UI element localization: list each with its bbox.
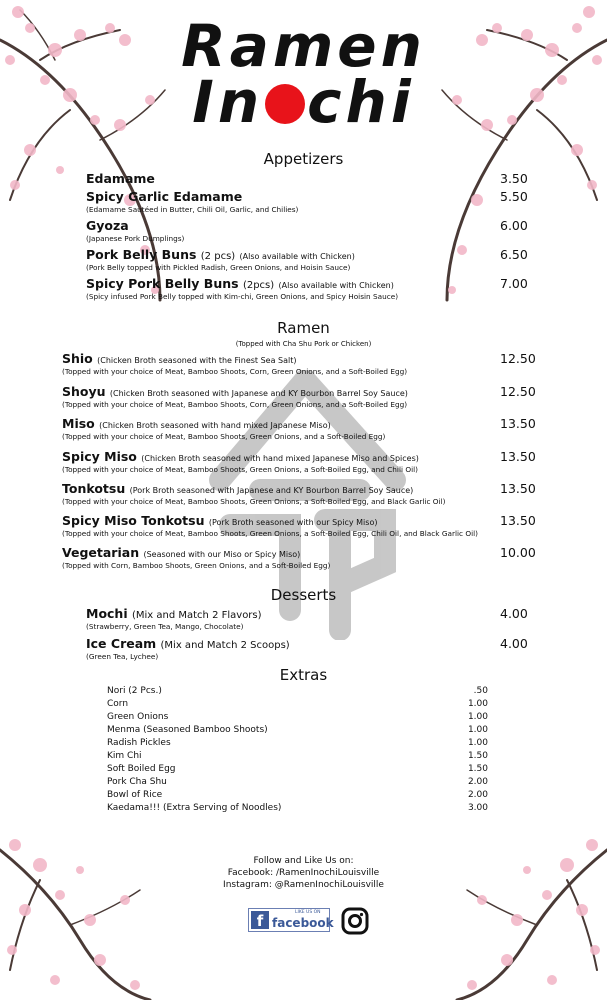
extra-price: 3.00 (467, 803, 488, 813)
facebook-like-badge[interactable] (248, 908, 334, 932)
extra-price: 1.00 (467, 699, 488, 709)
menu-item-tonkotsu: Tonkotsu (Pork Broth seasoned with Japanese and KY Bourbon Barrel Soy Sauce) (Topped with your choice of Meat, Bamboo Shoots, Green Onions, a Soft-Boiled Egg, and Black Garlic Oil) (62, 481, 446, 506)
menu-item-ice-cream: Ice Cream (Mix and Match 2 Scoops) (Green Tea, Lychee) (86, 636, 290, 661)
red-sun-dot-icon (265, 84, 305, 124)
extra-name: Corn (107, 699, 129, 709)
menu-item-gyoza: Gyoza (Japanese Pork Dumplings) (86, 218, 185, 243)
menu-item-mochi: Mochi (Mix and Match 2 Flavors) (Strawberry, Green Tea, Mango, Chocolate) (86, 606, 262, 631)
ramen-heading: Ramen (277, 319, 330, 337)
menu-item-spicy-miso: Spicy Miso (Chicken Broth seasoned with hand mixed Japanese Miso and Spices) (Topped with your choice of Meat, Bamboo Shoots, Green Onions, a Soft-Boiled Egg, and Chili Oil) (62, 449, 419, 474)
follow-us-text: Follow and Like Us on: (253, 856, 354, 866)
extra-name: Radish Pickles (107, 738, 171, 748)
menu-item-miso: Miso (Chicken Broth seasoned with hand mixed Japanese Miso) (Topped with your choice of Meat, Bamboo Shoots, Green Onions, and a Soft-Boiled Egg) (62, 416, 386, 441)
extra-name: Bowl of Rice (107, 790, 163, 800)
extra-name: Menma (Seasoned Bamboo Shoots) (107, 725, 268, 735)
restaurant-logo (0, 12, 607, 136)
extras-heading: Extras (279, 666, 328, 684)
menu-item-spicy-pork-belly-buns: Spicy Pork Belly Buns (2pcs) (Also available with Chicken) (Spicy infused Pork Belly topped with Kim-chi, Green Onions, and Spicy Hoisin Sauce) (86, 276, 399, 301)
menu-item-vegetarian: Vegetarian (Seasoned with our Miso or Spicy Miso) (Topped with Corn, Bamboo Shoots, Green Onions, and a Soft-Boiled Egg) (62, 545, 331, 570)
price-miso: 13.50 (500, 416, 536, 431)
menu-item-pork-belly-buns: Pork Belly Buns (2 pcs) (Also available with Chicken) (Pork Belly topped with Pickled Radish, Green Onions, and Hoisin Sauce) (86, 247, 355, 272)
price-ice-cream: 4.00 (500, 636, 528, 651)
extra-name: Nori (2 Pcs.) (107, 686, 162, 696)
menu-item-edamame: Edamame (86, 171, 155, 186)
menu-item-shoyu: Shoyu (Chicken Broth seasoned with Japanese and KY Bourbon Barrel Soy Sauce) (Topped with your choice of Meat, Bamboo Shoots, Corn, Green Onions, and a Soft-Boiled Egg) (62, 384, 408, 409)
logo-line-2-start: In (192, 68, 264, 136)
extra-price: 1.00 (467, 725, 488, 735)
extra-price: .50 (473, 686, 488, 696)
extra-price: 1.50 (467, 751, 488, 761)
facebook-f-icon: f (251, 911, 269, 929)
price-shio: 12.50 (500, 351, 536, 366)
price-spicy-miso: 13.50 (500, 449, 536, 464)
price-gyoza: 6.00 (500, 218, 528, 233)
appetizers-heading: Appetizers (263, 150, 344, 168)
price-pork-belly-buns: 6.50 (500, 247, 528, 262)
price-spicy-garlic-edamame: 5.50 (500, 189, 528, 204)
facebook-handle[interactable]: Facebook: /RamenInochiLouisville (227, 868, 380, 878)
extra-price: 2.00 (467, 790, 488, 800)
price-vegetarian: 10.00 (500, 545, 536, 560)
extra-name: Kim Chi (107, 751, 142, 761)
price-mochi: 4.00 (500, 606, 528, 621)
like-us-on-text: LIKE US ON (295, 910, 321, 915)
price-shoyu: 12.50 (500, 384, 536, 399)
menu-item-shio: Shio (Chicken Broth seasoned with the Finest Sea Salt) (Topped with your choice of Meat, Bamboo Shoots, Corn, Green Onions, and a Soft-Boiled Egg) (62, 351, 408, 376)
extra-price: 1.00 (467, 712, 488, 722)
extra-name: Green Onions (107, 712, 169, 722)
menu-item-spicy-garlic-edamame: Spicy Garlic Edamame (Edamame Sautéed in Butter, Chili Oil, Garlic, and Chilies) (86, 189, 299, 214)
logo-line-2-end: chi (307, 68, 415, 136)
facebook-wordmark: facebook (272, 916, 334, 930)
price-spicy-miso-tonkotsu: 13.50 (500, 513, 536, 528)
ramen-note: (Topped with Cha Shu Pork or Chicken) (235, 340, 372, 348)
extra-price: 1.00 (467, 738, 488, 748)
instagram-handle[interactable]: Instagram: @RamenInochiLouisville (223, 880, 384, 890)
logo-line-1: Ramen (181, 12, 426, 80)
logo-line-2 (0, 68, 607, 136)
menu-item-spicy-miso-tonkotsu: Spicy Miso Tonkotsu (Pork Broth seasoned with our Spicy Miso) (Topped with your choice of Meat, Bamboo Shoots, Green Onions, a Soft-Boiled Egg, Chili Oil, and Black Garlic Oil) (62, 513, 478, 538)
price-spicy-pork-belly-buns: 7.00 (500, 276, 528, 291)
extra-price: 2.00 (467, 777, 488, 787)
extra-price: 1.50 (467, 764, 488, 774)
desserts-heading: Desserts (270, 586, 337, 604)
extra-name: Pork Cha Shu (107, 777, 167, 787)
instagram-icon[interactable] (341, 907, 369, 935)
extra-name: Kaedama!!! (Extra Serving of Noodles) (107, 803, 282, 813)
extra-name: Soft Boiled Egg (107, 764, 176, 774)
price-edamame: 3.50 (500, 171, 528, 186)
price-tonkotsu: 13.50 (500, 481, 536, 496)
